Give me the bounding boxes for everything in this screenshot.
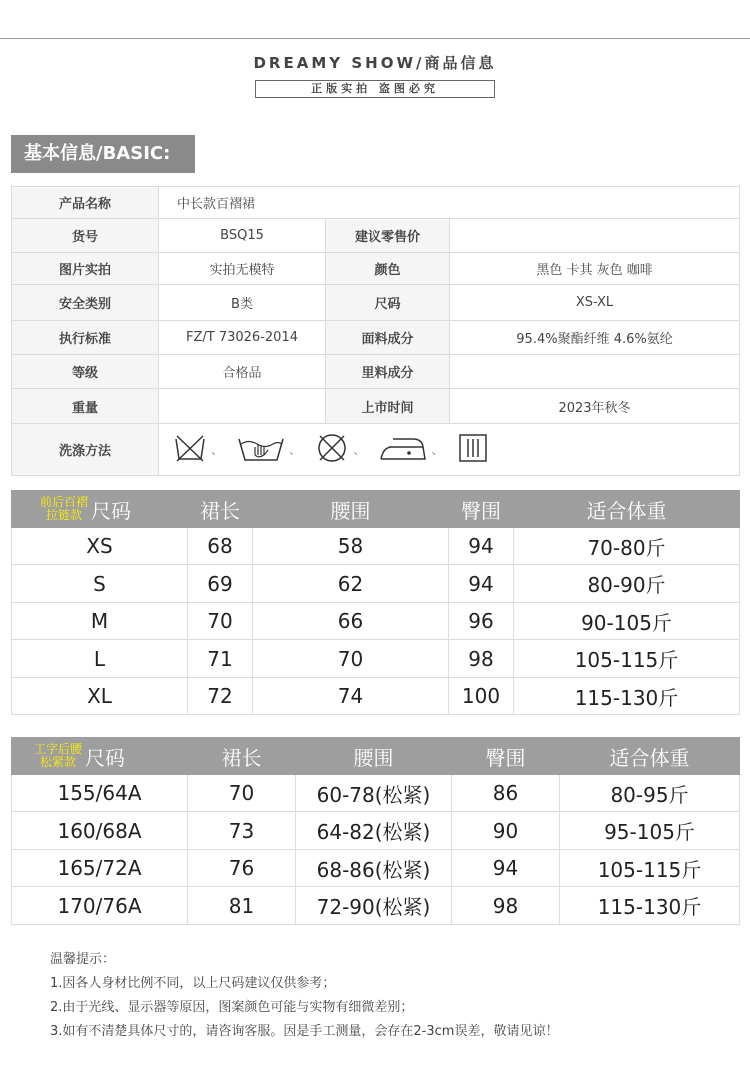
launch-value: 2023年秋冬 — [450, 389, 740, 424]
table-cell: 94 — [449, 565, 514, 603]
low-iron-icon — [379, 433, 427, 467]
grade-label: 等级 — [12, 355, 159, 389]
weight-value — [159, 389, 326, 424]
table-cell: 70 — [188, 603, 253, 640]
table-cell: 64-82(松紧) — [296, 812, 452, 850]
table-cell: 105-115斤 — [560, 850, 740, 887]
hip-header: 臀围 — [449, 491, 514, 528]
basic-section-title: 基本信息/BASIC: — [11, 135, 195, 173]
table-cell: 155/64A — [12, 775, 188, 812]
item-no-label: 货号 — [12, 219, 159, 253]
table-cell: 70 — [253, 640, 449, 678]
table-cell: XL — [12, 678, 188, 715]
table-cell: 68-86(松紧) — [296, 850, 452, 887]
slogan-box: 正版实拍 盗图必究 — [255, 80, 495, 98]
table-cell: 94 — [452, 850, 560, 887]
table-cell: 70 — [188, 775, 296, 812]
top-divider — [0, 38, 750, 39]
waist-header: 腰围 — [296, 738, 452, 775]
table-cell: 98 — [449, 640, 514, 678]
size-header-cell: 前后百褶 拉链款 尺码 — [12, 491, 188, 528]
table-cell: 72-90(松紧) — [296, 887, 452, 925]
table-cell: 66 — [253, 603, 449, 640]
table-cell: 95-105斤 — [560, 812, 740, 850]
table-cell: 96 — [449, 603, 514, 640]
tip-line: 1.因各人身材比例不同，以上尺码建议仅供参考； — [50, 976, 336, 991]
table-cell: 105-115斤 — [514, 640, 740, 678]
hip-header: 臀围 — [452, 738, 560, 775]
size-label: 尺码 — [326, 285, 450, 321]
table-cell: 62 — [253, 565, 449, 603]
fabric-label: 面料成分 — [326, 321, 450, 355]
fabric-value: 95.4%聚酯纤维 4.6%氨纶 — [450, 321, 740, 355]
retail-price-value — [450, 219, 740, 253]
grade-value: 合格品 — [159, 355, 326, 389]
photo-label: 图片实拍 — [12, 253, 159, 285]
item-no-value: BSQ15 — [159, 219, 326, 253]
length-header: 裙长 — [188, 738, 296, 775]
wash-separator: 、 — [211, 443, 224, 457]
tips-title: 温馨提示： — [50, 952, 116, 967]
no-wash-icon — [173, 433, 207, 467]
safety-value: B类 — [159, 285, 326, 321]
table-cell: 94 — [449, 528, 514, 565]
weight-header: 适合体重 — [560, 738, 740, 775]
tip-line: 3.如有不清楚具体尺寸的，请咨询客服。因是手工测量，会存在2-3cm误差，敬请见谅！ — [50, 1024, 559, 1039]
table-cell: 165/72A — [12, 850, 188, 887]
length-header: 裙长 — [188, 491, 253, 528]
table-cell: 68 — [188, 528, 253, 565]
no-dry-clean-icon — [315, 432, 349, 468]
wash-separator: 、 — [353, 443, 366, 457]
table-cell: 73 — [188, 812, 296, 850]
table-cell: 74 — [253, 678, 449, 715]
table-cell: XS — [12, 528, 188, 565]
tips-section — [50, 948, 558, 1044]
table-cell: M — [12, 603, 188, 640]
table-cell: 80-90斤 — [514, 565, 740, 603]
table-cell: 100 — [449, 678, 514, 715]
weight-label: 重量 — [12, 389, 159, 424]
table-cell: 70-80斤 — [514, 528, 740, 565]
table-cell: 58 — [253, 528, 449, 565]
table-cell: 80-95斤 — [560, 775, 740, 812]
size-value: XS-XL — [450, 285, 740, 321]
standard-label: 执行标准 — [12, 321, 159, 355]
waist-header: 腰围 — [253, 491, 449, 528]
wash-icons-row — [159, 424, 740, 476]
style-tag: 前后百褶 拉链款 — [40, 495, 89, 522]
table-cell: L — [12, 640, 188, 678]
wash-separator: 、 — [289, 443, 302, 457]
product-name-label: 产品名称 — [12, 187, 159, 219]
product-name-value: 中长款百褶裙 — [159, 187, 740, 219]
color-label: 颜色 — [326, 253, 450, 285]
size-table-zipper — [11, 490, 740, 715]
basic-info-table — [11, 186, 740, 476]
lining-label: 里料成分 — [326, 355, 450, 389]
table-cell: 81 — [188, 887, 296, 925]
launch-label: 上市时间 — [326, 389, 450, 424]
photo-value: 实拍无模特 — [159, 253, 326, 285]
weight-header: 适合体重 — [514, 491, 740, 528]
table-cell: 115-130斤 — [560, 887, 740, 925]
tip-line: 2.由于光线、显示器等原因，图案颜色可能与实物有细微差别； — [50, 1000, 414, 1015]
standard-value: FZ/T 73026-2014 — [159, 321, 326, 355]
wash-label: 洗涤方法 — [12, 424, 159, 476]
table-cell: 90-105斤 — [514, 603, 740, 640]
line-dry-icon — [458, 433, 488, 467]
size-table-elastic — [11, 737, 740, 925]
table-cell: 72 — [188, 678, 253, 715]
safety-label: 安全类别 — [12, 285, 159, 321]
table-cell: 98 — [452, 887, 560, 925]
wash-separator: 、 — [431, 443, 444, 457]
table-cell: 76 — [188, 850, 296, 887]
table-cell: 71 — [188, 640, 253, 678]
table-cell: 115-130斤 — [514, 678, 740, 715]
table-cell: 170/76A — [12, 887, 188, 925]
hand-wash-icon — [237, 433, 285, 467]
table-cell: 86 — [452, 775, 560, 812]
brand-title: DREAMY SHOW/商品信息 — [253, 54, 497, 72]
size-header-cell: 工字后腰 松紧款 尺码 — [12, 738, 188, 775]
table-cell: 90 — [452, 812, 560, 850]
style-tag: 工字后腰 松紧款 — [34, 742, 83, 769]
table-cell: 60-78(松紧) — [296, 775, 452, 812]
color-value: 黑色 卡其 灰色 咖啡 — [450, 253, 740, 285]
table-cell: 69 — [188, 565, 253, 603]
lining-value — [450, 355, 740, 389]
table-cell: S — [12, 565, 188, 603]
retail-price-label: 建议零售价 — [326, 219, 450, 253]
table-cell: 160/68A — [12, 812, 188, 850]
